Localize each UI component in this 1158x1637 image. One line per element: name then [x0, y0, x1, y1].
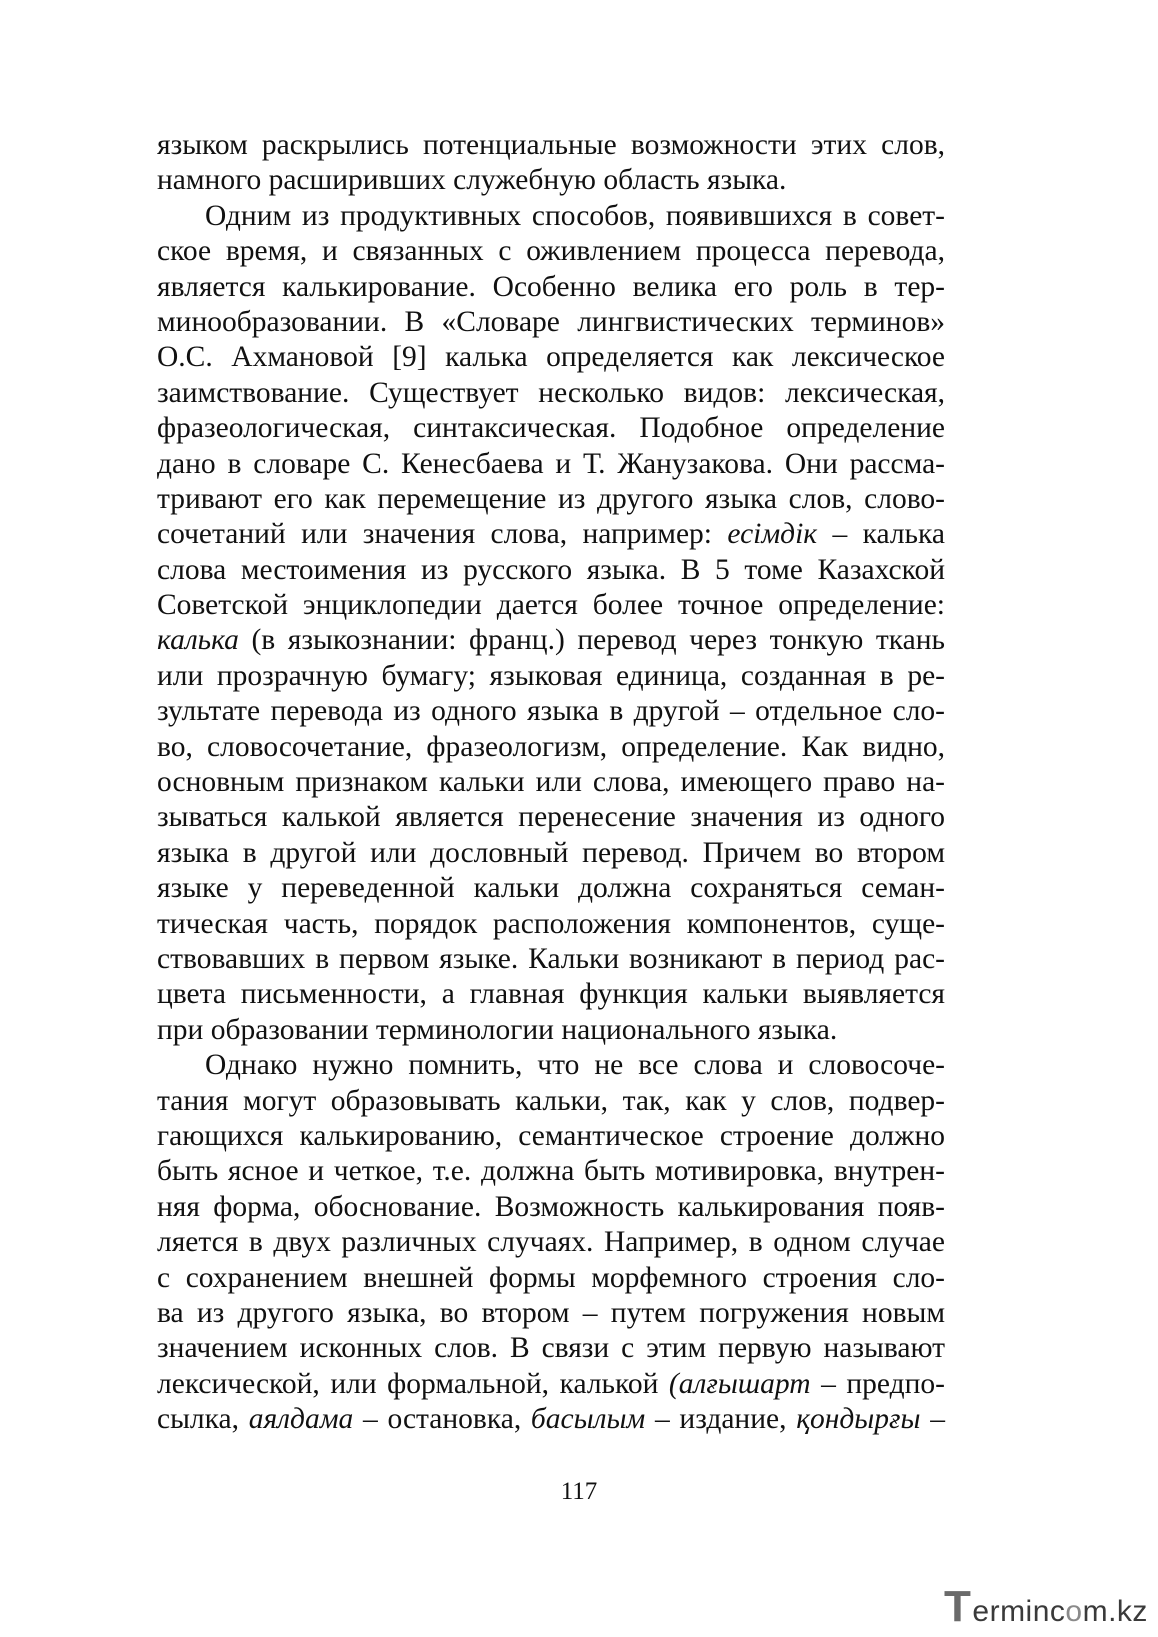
- text-line: заимствование. Существует несколько видов: лексическая,: [157, 376, 945, 409]
- text-line: ствовавших в первом языке. Кальки возникают в период рас-: [157, 942, 945, 975]
- text-line: слова местоимения из русского языка. В 5 томе Казахской: [157, 553, 945, 586]
- logo-o-glyph: o: [1065, 1595, 1083, 1628]
- text-line: ва из другого языка, во втором – путем погружения новым: [157, 1296, 945, 1329]
- text-line: Советской энциклопедии дается более точное определение:: [157, 589, 945, 622]
- italic-term: (алғышарт: [668, 1367, 811, 1400]
- text-line: или прозрачную бумагу; языковая единица, созданная в ре-: [157, 659, 945, 692]
- logo-letter-t: T: [944, 1582, 972, 1631]
- text-line: гающихся калькированию, семантическое строение должно: [157, 1119, 945, 1152]
- text-line: языке у переведенной кальки должна сохраняться семан-: [157, 872, 945, 905]
- text-line: с сохранением внешней формы морфемного строения сло-: [157, 1261, 945, 1294]
- text-line: быть ясное и четкое, т.е. должна быть мотивировка, внутрен-: [157, 1155, 945, 1188]
- text-line: дано в словаре С. Кенесбаева и Т. Жанузакова. Они рассма-: [157, 447, 945, 480]
- italic-term: аялдама: [248, 1403, 354, 1436]
- text-line: лексической, или формальной, калькой (алғышарт – предпо-: [157, 1367, 945, 1400]
- text-line: тическая часть, порядок расположения компонентов, суще-: [157, 907, 945, 940]
- text-line: тривают его как перемещение из другого языка слов, слово-: [157, 482, 945, 515]
- text-line: Однако нужно помнить, что не все слова и словосоче-: [205, 1049, 945, 1082]
- text-line: ляется в двух различных случаях. Например, в одном случае: [157, 1226, 945, 1259]
- page-number: 117: [560, 1478, 598, 1505]
- text-line: сылка, аялдама – остановка, басылым – издание, қондырғы –: [157, 1403, 945, 1436]
- text-line: зультате перевода из одного языка в другой – отдельное сло-: [157, 695, 945, 728]
- logo-text-part-1: erminc: [972, 1595, 1066, 1628]
- text-line: фразеологическая, синтаксическая. Подобное определение: [157, 412, 945, 445]
- italic-term: басылым: [530, 1403, 646, 1436]
- text-line: зываться калькой является перенесение значения из одного: [157, 801, 945, 834]
- terminkom-logo: [944, 1582, 1148, 1631]
- text-line: языком раскрылись потенциальные возможности этих слов,: [157, 129, 945, 161]
- text-line: при образовании терминологии национального языка.: [157, 1013, 838, 1046]
- text-line: во, словосочетание, фразеологизм, определение. Как видно,: [157, 730, 945, 763]
- text-line: О.С. Ахмановой [9] калька определяется как лексическое: [157, 341, 945, 374]
- italic-term: есімдік: [727, 518, 818, 551]
- text-line: калька (в языкознании: франц.) перевод через тонкую ткань: [157, 624, 945, 657]
- italic-term: калька: [157, 624, 239, 657]
- text-line: цвета письменности, а главная функция кальки выявляется: [157, 978, 945, 1011]
- text-line: основным признаком кальки или слова, имеющего право на-: [157, 766, 945, 799]
- text-line: сочетаний или значения слова, например: есімдік – калька: [157, 518, 945, 551]
- text-line: языка в другой или дословный перевод. Причем во втором: [157, 836, 945, 869]
- text-line: ское время, и связанных с оживлением процесса перевода,: [157, 235, 945, 268]
- text-line: значением исконных слов. В связи с этим первую называют: [157, 1332, 945, 1365]
- text-line: няя форма, обоснование. Возможность калькирования появ-: [157, 1190, 945, 1223]
- italic-term: қондырғы: [796, 1403, 921, 1436]
- logo-text-part-2: m.kz: [1082, 1595, 1148, 1628]
- page-text: [157, 128, 945, 1437]
- text-line: тания могут образовывать кальки, так, как у слов, подвер-: [157, 1084, 945, 1117]
- text-line: намного расширивших служебную область языка.: [157, 164, 787, 197]
- text-line: минообразовании. В «Словаре лингвистических терминов»: [157, 305, 945, 338]
- logo-text: [972, 1597, 1148, 1629]
- text-line: является калькирование. Особенно велика его роль в тер-: [157, 270, 945, 303]
- text-line: Одним из продуктивных способов, появившихся в совет-: [205, 199, 945, 232]
